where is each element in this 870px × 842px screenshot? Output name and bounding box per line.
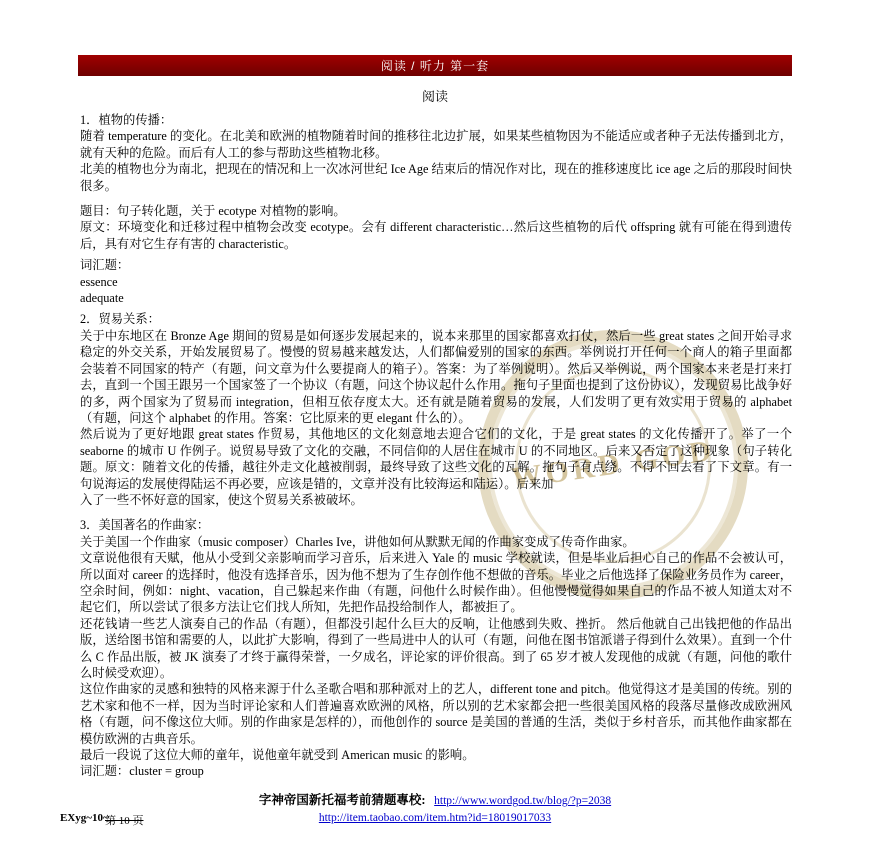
section-1-vocab-1: essence [80, 274, 118, 289]
watermark-text: WORD GOD [509, 433, 717, 496]
page-title: 阅读 [421, 89, 448, 104]
page-number [105, 812, 144, 828]
footer-taobao-link[interactable]: http://item.taobao.com/item.htm?id=18019017033 [318, 812, 552, 824]
section-2-para-2: 然后说为了更好地跟 great states 作贸易，其他地区的文化刻意地去迎合它们的文化，于是 great states 的文化传播开了。举了一个 seaborne 的城市 U 作例子。说贸易导致了文化的交融，不同信仰的人居住在城市 U 的不同地区。后来又否定了这种现象（句子转化题。原文：随着文化的传播，越往外走文化越被削弱，最终导致了这些文化的瓦解。拖句子有点绕。不得不回去看了下文章。有一句说海运的发展使得陆运不再必要，应该是错的，文章并没有比较海运和陆运）。后来加 [80, 427, 792, 491]
section-2-para-3: 入了一些不怀好意的国家，使这个贸易关系被破坏。 [80, 492, 363, 507]
section-1-vocab-2: adequate [80, 291, 124, 306]
section-1-original: 原文：环境变化和迁移过程中植物会改变 ecotype。会有 different characteristic…然后这些植物的后代 offspring 就有可能在得到遗传后，具有对它生存有害的 characteristic。 [80, 220, 792, 251]
section-3-para-1: 关于美国一个作曲家（music composer）Charles Ive，讲他如何从默默无闻的作曲家变成了传奇作曲家。 [80, 534, 635, 549]
spacer [80, 194, 792, 203]
footer-brand-label: 字神帝国新托福考前猜题專校: [258, 793, 426, 807]
section-1-heading: 1．植物的传播： [80, 113, 173, 127]
section-2-heading: 2．贸易关系： [80, 312, 160, 327]
section-1-question: 题目：句子转化题，关于 ecotype 对植物的影响。 [80, 204, 346, 219]
section-banner: 阅读 / 听力 第一套 [78, 55, 792, 76]
section-1-para-1: 随着 temperature 的变化。在北美和欧洲的植物随着时间的推移往北边扩展，如果某些植物因为不能适应或者种子无法传播到北方，就有天种的危险。而后有人工的参与帮助这些植物北移。 [80, 129, 792, 160]
section-3-para-5: 最后一段说了这位大师的童年，说他童年就受到 American music 的影响。 [80, 748, 475, 763]
footer-code: EXyg~10~ [60, 812, 109, 824]
footer-blog-link[interactable]: http://www.wordgod.tw/blog/?p=2038 [434, 795, 612, 807]
page-number-text: 第 10 页 [105, 815, 144, 827]
section-3-para-4: 这位作曲家的灵感和独特的风格来源于什么圣歌合唱和那种派对上的艺人，different tone and pitch。他觉得这才是美国的传统。别的艺术家和他不一样，因为当时评论家和人们普遍喜欢欧洲的风格，所以别的艺术家都会把一些很美国风格的段落尽量修改成欧洲风格（有题，问不像这位大师。别的作曲家是怎样的），而他创作的 source 是美国的普通的生活，类似于乡村音乐，而其他作曲家都在模仿欧洲的古典音乐。 [80, 682, 792, 746]
section-3-para-2: 文章说他很有天赋，他从小受到父亲影响而学习音乐，后来进入 Yale 的 music 学校就读，但是毕业后担心自己的作品不会被认可，所以面对 career 的选择时，他没有选择音乐，因为他不想为了生存创作他不想做的音乐。毕业之后他选择了保险业务员作为 career，空余时间，例如：night、vacation，自己躲起来作曲（有题，问他什么时候作曲）。但他慢慢觉得如果自己的作品不被人知道太对不起它们，所以尝试了很多方法让它们找人所知，先把作品投给制作人，都被拒了。 [80, 551, 792, 615]
spacer [80, 508, 792, 517]
section-2-para-1: 关于中东地区在 Bronze Age 期间的贸易是如何逐步发展起来的，说本来那里的国家都喜欢打仗，然后一些 great states 之间开始寻求稳定的外交关系，开始发展贸易了。慢慢的贸易越来越发达，人们都偏爱别的国家的东西。举例说打开任何一个商人的箱子里面都会装着不同国家的特产（有题，问文章为什么要提商人的箱子）。答案：为了举例说明）。然后又举例说，两个国家本来老是打来打去，直到一个国王跟另一个国家签了一个协议（有题，问这个协议起什么作用。拖句子里面也提到了这份协议），发现贸易比战争好的多，两个国家为了贸易而 integration，但相互依存度太大。还有就是随着贸易的发展，人们发明了更有效实用于贸易的 alphabet（有题，问这个 alphabet 的作用。答案：它比原来的更 elegant 什么的）。 [80, 328, 792, 425]
section-3-para-3: 还花钱请一些艺人演奏自己的作品（有题），但都没引起什么巨大的反响，让他感到失败、挫折。 然后他就自己出钱把他的作品出版，送给图书馆和需要的人，以此扩大影响，得到了一些局进中人的认可（有题，问他在图书馆派谱子得到什么效果）。直到一个什么 C 作品出版，被 JK 演奏了才终于赢得荣誉，一夕成名，评论家的评价很高。到了 65 岁才被人发现他的成就（有题，问他的歌什么时候受欢迎）。 [80, 616, 792, 680]
section-1-para-2: 北美的植物也分为南北，把现在的情况和上一次冰河世纪 Ice Age 结束后的情况作对比，现在的推移速度比 ice age 之后的那段时间快很多。 [80, 162, 792, 193]
section-1-vocab-label: 词汇题： [80, 258, 130, 273]
body-text [80, 112, 792, 780]
footer-line-1 [0, 790, 870, 808]
section-3-heading: 3．美国著名的作曲家： [80, 518, 210, 533]
section-3-vocab-label: 词汇题：cluster = group [80, 764, 204, 779]
